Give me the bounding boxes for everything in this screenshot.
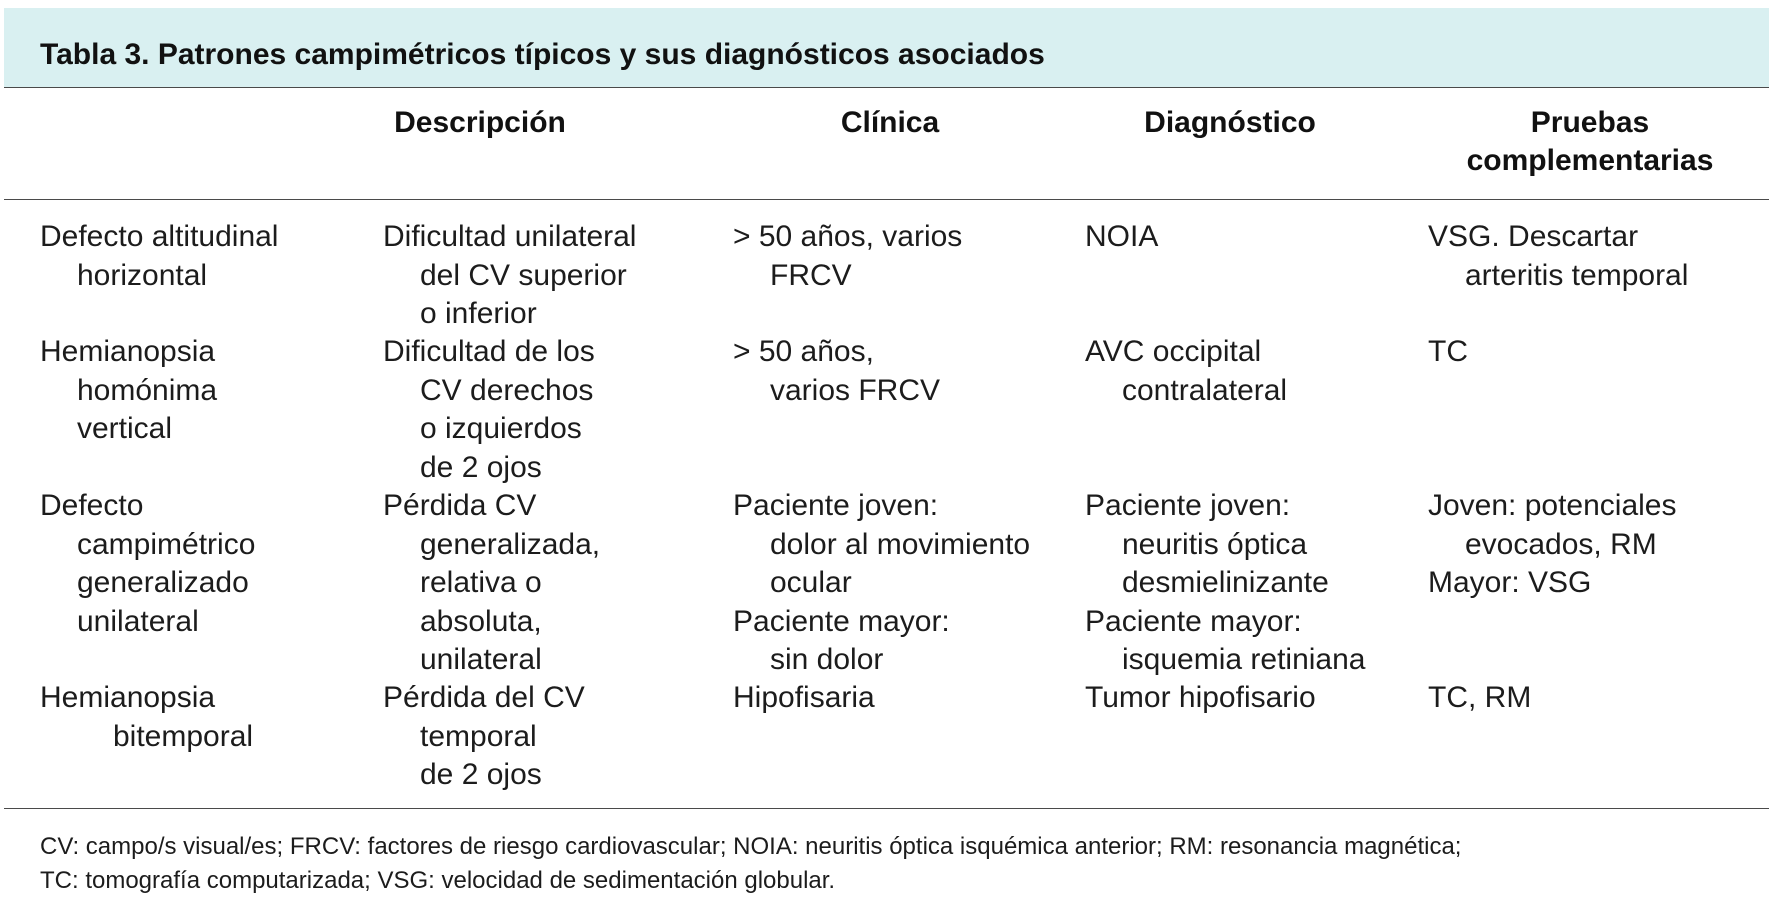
row1-diagnostico-line: NOIA <box>1085 220 1159 253</box>
row4-patron-line: bitemporal <box>113 719 254 753</box>
row1-pruebas-line: VSG. Descartar <box>1428 220 1639 253</box>
row2-clinica-line: varios FRCV <box>770 373 941 407</box>
header-diagnostico: Diagnóstico <box>1144 106 1316 139</box>
header-pruebas-line2: complementarias <box>1466 144 1714 177</box>
row4-patron <box>40 679 253 756</box>
row2-descripcion <box>383 333 595 487</box>
row2-patron-line: homónima <box>77 373 218 407</box>
header-clinica: Clínica <box>840 106 940 139</box>
row3-patron-line: campimétrico <box>77 527 256 561</box>
row4-diagnostico <box>1085 679 1316 718</box>
row3-clinica-line: ocular <box>770 566 852 599</box>
row3-diagnostico-line: neuritis óptica <box>1122 527 1308 561</box>
row3-descripcion-line: unilateral <box>420 643 542 676</box>
row3-diagnostico-line: Paciente joven: <box>1085 489 1291 522</box>
row3-descripcion-line: absoluta, <box>420 604 542 638</box>
row3-descripcion-line: generalizada, <box>420 527 601 561</box>
row3-descripcion-line: Pérdida CV <box>383 489 537 522</box>
row4-descripcion <box>383 679 585 795</box>
row4-descripcion-line: temporal <box>420 719 537 753</box>
row4-patron-line: Hemianopsia <box>40 681 216 714</box>
row1-patron <box>40 218 278 295</box>
row1-patron-line: horizontal <box>77 258 208 292</box>
row4-descripcion-line: Pérdida del CV <box>383 681 585 714</box>
row1-descripcion-line: del CV superior <box>420 258 627 292</box>
table-title-bar <box>4 8 1769 88</box>
row3-patron-line: Defecto <box>40 489 144 522</box>
row4-diagnostico-line: Tumor hipofisario <box>1085 681 1316 714</box>
header-pruebas-line1: Pruebas <box>1530 106 1650 139</box>
row1-descripcion-line: Dificultad unilateral <box>383 220 637 253</box>
header-descripcion: Descripción <box>394 106 566 139</box>
row2-diagnostico-line: AVC occipital <box>1085 335 1262 368</box>
table-footnote <box>40 830 1461 898</box>
row4-pruebas-line: TC, RM <box>1428 681 1532 714</box>
row3-clinica-line: dolor al movimiento <box>770 527 1031 561</box>
row3-pruebas-line: Joven: potenciales <box>1428 489 1677 522</box>
row3-diagnostico-line: isquemia retiniana <box>1122 643 1366 676</box>
row2-clinica <box>733 333 940 410</box>
row4-descripcion-line: de 2 ojos <box>420 758 542 791</box>
row3-pruebas-line: Mayor: VSG <box>1428 566 1592 599</box>
row2-descripcion-line: Dificultad de los <box>383 335 595 368</box>
row3-clinica-line: sin dolor <box>770 643 884 676</box>
row2-descripcion-line: CV derechos <box>420 373 594 407</box>
header-divider <box>4 199 1769 200</box>
row2-diagnostico-line: contralateral <box>1122 373 1288 407</box>
table-title: Tabla 3. Patrones campimétricos típicos y sus diagnósticos asociados <box>40 38 1045 71</box>
row3-clinica-line: Paciente mayor: <box>733 604 950 638</box>
row3-patron <box>40 487 255 641</box>
row3-descripcion <box>383 487 600 680</box>
row1-descripcion-line: o inferior <box>420 297 537 330</box>
row3-pruebas <box>1428 487 1677 603</box>
row2-diagnostico <box>1085 333 1287 410</box>
row2-pruebas-line: TC <box>1428 335 1468 368</box>
row2-patron <box>40 333 217 449</box>
row2-patron-line: Hemianopsia <box>40 335 216 368</box>
row1-descripcion <box>383 218 636 334</box>
row3-diagnostico-line: Paciente mayor: <box>1085 604 1302 638</box>
row2-patron-line: vertical <box>77 412 173 445</box>
row2-descripcion-line: o izquierdos <box>420 412 582 445</box>
row2-clinica-line: > 50 años, <box>733 335 874 368</box>
row4-clinica <box>733 679 875 718</box>
row1-clinica <box>733 218 962 295</box>
row4-pruebas <box>1428 679 1531 718</box>
body-divider <box>4 808 1769 809</box>
row4-clinica-line: Hipofisaria <box>733 681 875 714</box>
row3-clinica-line: Paciente joven: <box>733 489 939 522</box>
row3-diagnostico <box>1085 487 1365 680</box>
footnote-line: TC: tomografía computarizada; VSG: velocidad de sedimentación globular. <box>40 867 836 894</box>
row3-patron-line: unilateral <box>77 604 199 638</box>
row3-pruebas-line: evocados, RM <box>1465 527 1657 561</box>
row1-clinica-line: > 50 años, varios <box>733 220 963 253</box>
header-pruebas <box>1450 104 1730 180</box>
row1-pruebas <box>1428 218 1688 295</box>
row2-descripcion-line: de 2 ojos <box>420 450 542 484</box>
row1-diagnostico <box>1085 218 1158 257</box>
row1-pruebas-line: arteritis temporal <box>1465 258 1689 292</box>
row2-pruebas <box>1428 333 1468 372</box>
row3-diagnostico-line: desmielinizante <box>1122 566 1329 599</box>
row3-descripcion-line: relativa o <box>420 566 542 599</box>
row1-patron-line: Defecto altitudinal <box>40 220 279 253</box>
row1-clinica-line: FRCV <box>770 258 852 292</box>
row3-patron-line: generalizado <box>77 566 249 599</box>
footnote-line: CV: campo/s visual/es; FRCV: factores de riesgo cardiovascular; NOIA: neuritis óptica isquémica anterior; RM: resonancia magnética; <box>40 833 1462 860</box>
row3-clinica <box>733 487 1030 680</box>
table-header-row <box>0 88 1773 200</box>
